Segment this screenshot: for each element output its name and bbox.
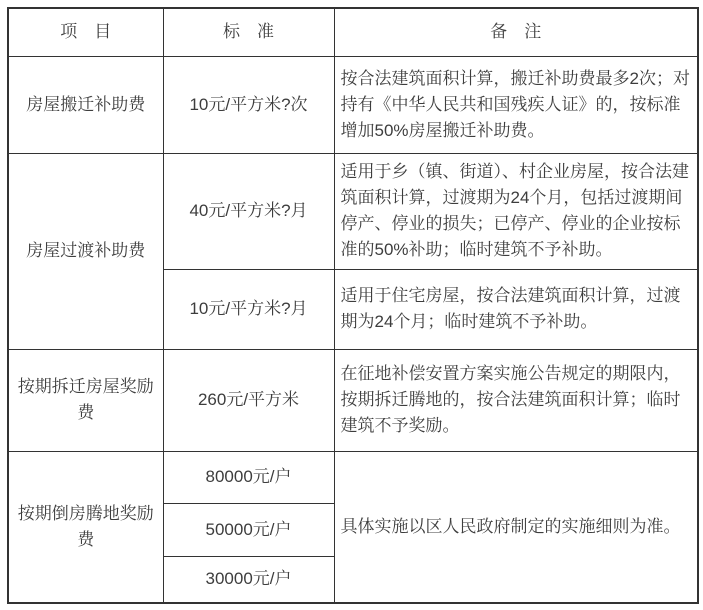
column-header-item: 项 目: [8, 8, 163, 56]
subsidy-standards-table: [7, 7, 699, 604]
cell-note-relocation-subsidy: 按合法建筑面积计算，搬迁补助费最多2次；对持有《中华人民共和国残疾人证》的，按标准增加50%房屋搬迁补助费。: [334, 56, 698, 153]
cell-note-ontime-vacate-reward: 具体实施以区人民政府制定的实施细则为准。: [334, 451, 698, 603]
table-row: [8, 153, 698, 269]
header-row: [8, 8, 698, 56]
cell-standard-vacate-reward-tier3: 30000元/户: [163, 556, 334, 603]
table-row: [8, 349, 698, 451]
cell-standard-vacate-reward-tier2: 50000元/户: [163, 503, 334, 556]
column-header-note: 备 注: [334, 8, 698, 56]
cell-standard-transition-subsidy-enterprise: 40元/平方米?月: [163, 153, 334, 269]
cell-item-transition-subsidy: 房屋过渡补助费: [8, 153, 163, 349]
cell-item-ontime-demolition-reward: 按期拆迁房屋奖励费: [8, 349, 163, 451]
cell-standard-transition-subsidy-residential: 10元/平方米?月: [163, 269, 334, 349]
cell-item-ontime-vacate-reward: 按期倒房腾地奖励费: [8, 451, 163, 603]
cell-note-ontime-demolition-reward: 在征地补偿安置方案实施公告规定的期限内，按期拆迁腾地的，按合法建筑面积计算；临时建筑不予奖励。: [334, 349, 698, 451]
table-row: [8, 56, 698, 153]
cell-standard-ontime-demolition-reward: 260元/平方米: [163, 349, 334, 451]
cell-standard-relocation-subsidy: 10元/平方米?次: [163, 56, 334, 153]
column-header-standard: 标 准: [163, 8, 334, 56]
table-row: [8, 451, 698, 503]
cell-note-transition-subsidy-enterprise: 适用于乡（镇、街道）、村企业房屋，按合法建筑面积计算，过渡期为24个月，包括过渡期间停产、停业的损失；已停产、停业的企业按标准的50%补助；临时建筑不予补助。: [334, 153, 698, 269]
cell-note-transition-subsidy-residential: 适用于住宅房屋，按合法建筑面积计算，过渡期为24个月；临时建筑不予补助。: [334, 269, 698, 349]
cell-item-relocation-subsidy: 房屋搬迁补助费: [8, 56, 163, 153]
cell-standard-vacate-reward-tier1: 80000元/户: [163, 451, 334, 503]
